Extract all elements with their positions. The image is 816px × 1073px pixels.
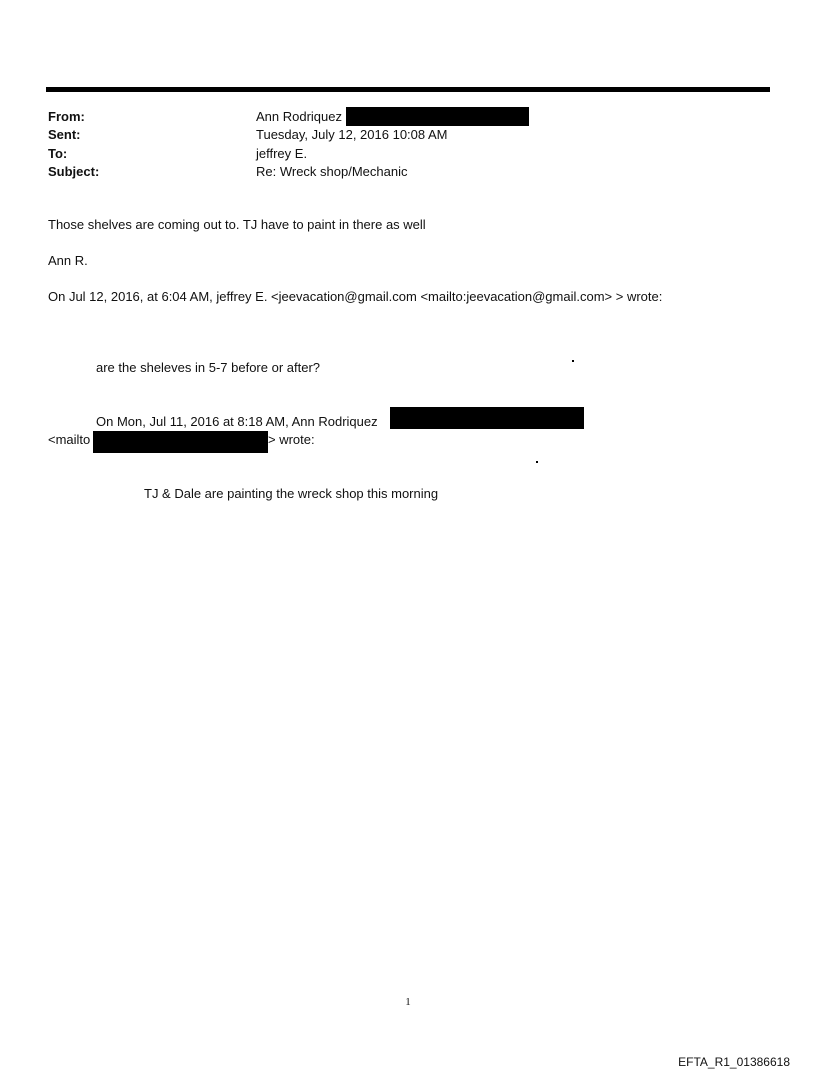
- quote-wrote: > wrote:: [268, 432, 315, 447]
- quote-header: On Jul 12, 2016, at 6:04 AM, jeffrey E. <jeevacation@gmail.com <mailto:jeevacation@gmail.com> > wrote:: [48, 289, 663, 304]
- quoted-message: TJ & Dale are painting the wreck shop this morning: [144, 486, 439, 501]
- sent-label: Sent:: [48, 127, 81, 142]
- sent-value: Tuesday, July 12, 2016 10:08 AM: [256, 127, 448, 142]
- to-label: To:: [48, 146, 68, 161]
- signature: Ann R.: [48, 253, 88, 268]
- quote-mailto: <mailto: [48, 432, 91, 447]
- subject-value: Re: Wreck shop/Mechanic: [256, 164, 408, 179]
- quoted-message: are the sheleves in 5-7 before or after?: [96, 360, 321, 375]
- redaction-box: [93, 431, 268, 453]
- document-id: EFTA_R1_01386618: [678, 1055, 790, 1069]
- quote-header: On Mon, Jul 11, 2016 at 8:18 AM, Ann Rodriquez: [96, 414, 378, 429]
- from-value: Ann Rodriquez: [256, 109, 342, 124]
- header-rule: [46, 87, 770, 92]
- redaction-box: [346, 107, 529, 126]
- to-value: jeffrey E.: [256, 146, 308, 161]
- stray-dot: [536, 461, 538, 463]
- stray-dot: [572, 360, 574, 362]
- from-label: From:: [48, 109, 85, 124]
- redaction-box: [390, 407, 584, 429]
- body-line: Those shelves are coming out to. TJ have to paint in there as well: [48, 217, 426, 232]
- subject-label: Subject:: [48, 164, 100, 179]
- page-number: 1: [405, 996, 411, 1008]
